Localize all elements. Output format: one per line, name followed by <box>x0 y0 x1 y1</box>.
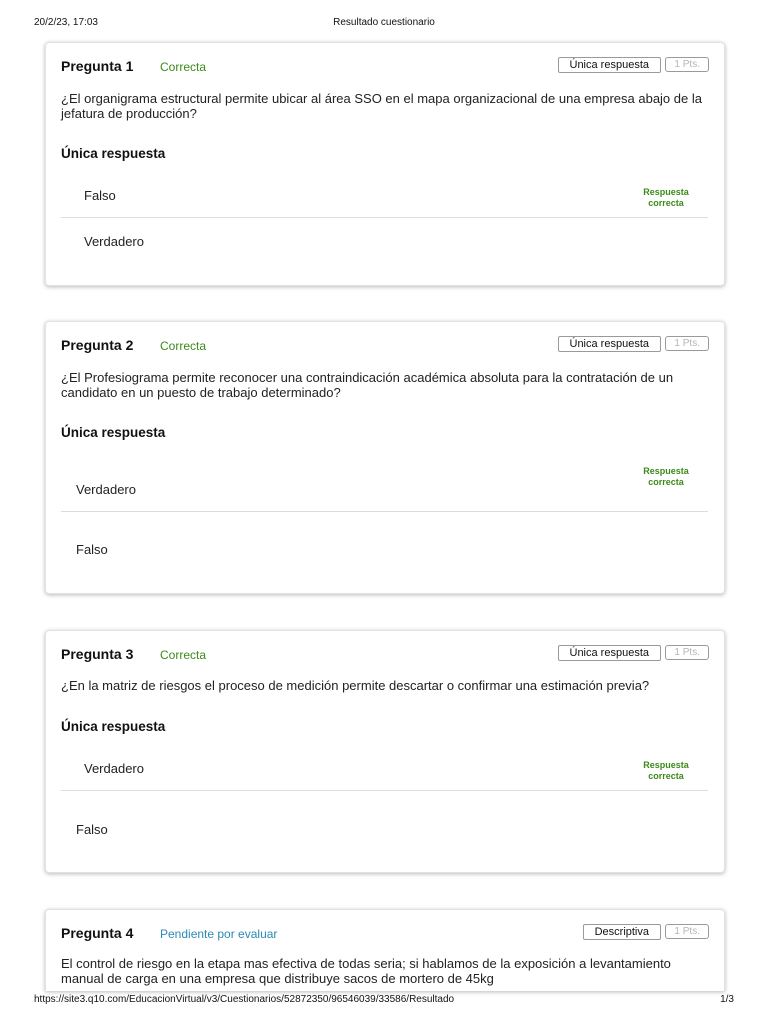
question-card-2 <box>45 321 725 594</box>
question-number: Pregunta 2 <box>61 337 134 353</box>
points-badge: 1 Pts. <box>665 924 709 939</box>
question-type-badge: Única respuesta <box>558 336 662 352</box>
question-status: Correcta <box>160 648 207 662</box>
question-card-1 <box>45 42 725 286</box>
question-card-3 <box>45 630 725 873</box>
question-status: Correcta <box>160 60 207 74</box>
answer-option: Verdadero <box>84 761 144 776</box>
question-header <box>61 335 709 355</box>
correct-answer-tag: Respuesta correcta <box>643 187 689 208</box>
question-status: Correcta <box>160 339 207 353</box>
option-divider <box>61 217 708 218</box>
print-date: 20/2/23, 17:03 <box>34 17 98 28</box>
question-text: El control de riesgo en la etapa mas efectiva de todas seria; si hablamos de la exposición a levantamiento manual de carga en una empresa que distribuye sacos de mortero de 45kg <box>61 956 671 986</box>
answer-option: Verdadero <box>76 482 136 497</box>
answer-option: Falso <box>84 188 116 203</box>
points-badge: 1 Pts. <box>665 336 709 351</box>
points-badge: 1 Pts. <box>665 57 709 72</box>
print-title: Resultado cuestionario <box>333 17 435 28</box>
question-number: Pregunta 3 <box>61 646 134 662</box>
question-text: ¿El organigrama estructural permite ubicar al área SSO en el mapa organizacional de una empresa abajo de la jefatura de producción? <box>61 91 702 121</box>
question-text: ¿El Profesiograma permite reconocer una contraindicación académica absoluta para la contratación de un candidato en un puesto de trabajo determinado? <box>61 370 674 400</box>
question-header <box>61 644 709 664</box>
correct-answer-tag: Respuesta correcta <box>643 466 689 487</box>
option-divider <box>61 511 708 512</box>
answer-option: Falso <box>76 822 108 837</box>
question-header <box>61 923 709 943</box>
question-type-badge: Única respuesta <box>558 645 662 661</box>
question-header <box>61 56 709 76</box>
answer-section-label: Única respuesta <box>61 719 166 734</box>
option-divider <box>61 790 708 791</box>
question-status: Pendiente por evaluar <box>160 927 278 941</box>
page-url: https://site3.q10.com/EducacionVirtual/v3/Cuestionarios/52872350/96546039/33586/Resultado <box>34 994 455 1005</box>
question-number: Pregunta 1 <box>61 58 134 74</box>
question-card-4 <box>45 909 725 991</box>
page-number: 1/3 <box>720 994 734 1005</box>
answer-section-label: Única respuesta <box>61 425 166 440</box>
question-text: ¿En la matriz de riesgos el proceso de medición permite descartar o confirmar una estimación previa? <box>61 678 650 693</box>
answer-option: Verdadero <box>84 234 144 249</box>
question-number: Pregunta 4 <box>61 925 134 941</box>
points-badge: 1 Pts. <box>665 645 709 660</box>
answer-option: Falso <box>76 542 108 557</box>
correct-answer-tag: Respuesta correcta <box>643 760 689 781</box>
question-type-badge: Única respuesta <box>558 57 662 73</box>
question-type-badge: Descriptiva <box>583 924 661 940</box>
answer-section-label: Única respuesta <box>61 146 166 161</box>
